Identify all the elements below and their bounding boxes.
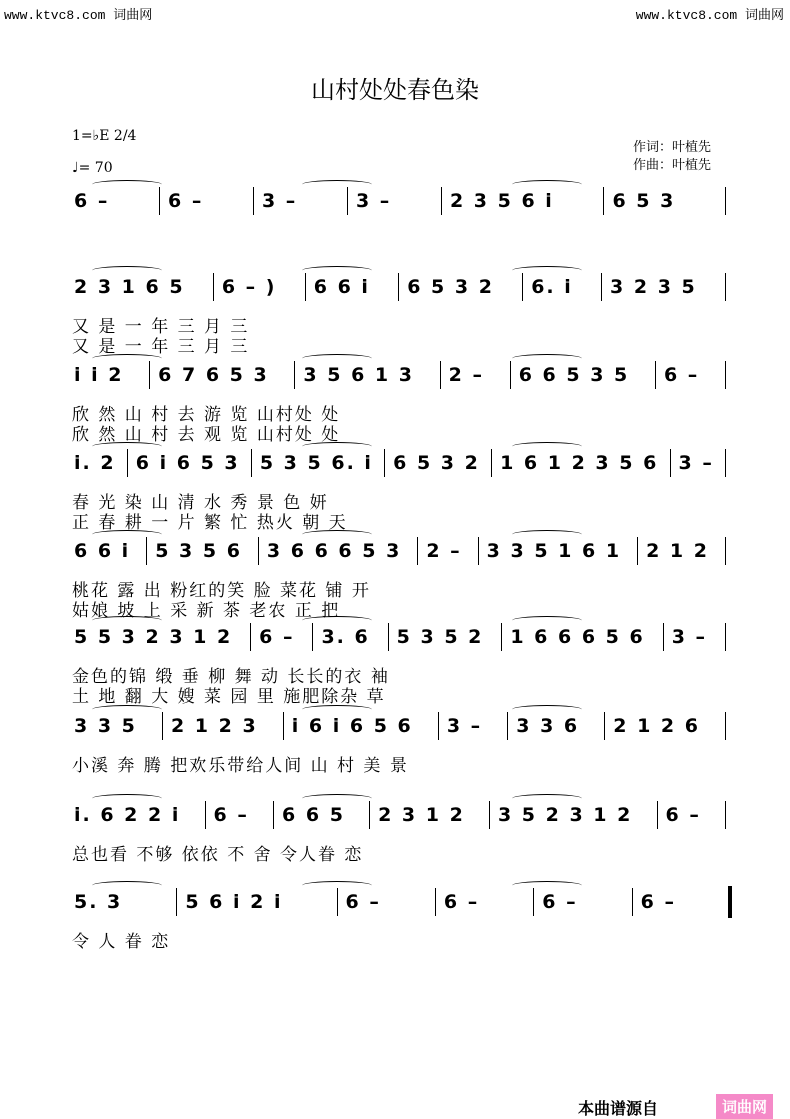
slur	[302, 881, 372, 890]
measure: 3 –	[261, 190, 298, 212]
watermark-left: www.ktvc8.com 词曲网	[4, 8, 153, 23]
slur	[302, 794, 372, 803]
key-signature: 1=♭E 2/4	[72, 128, 137, 144]
measure: 6 5 3	[612, 190, 676, 212]
measure: 6 7 6 5 3	[158, 364, 269, 386]
measure: 6 –	[443, 891, 480, 913]
barline	[491, 449, 492, 477]
score-row	[72, 711, 732, 741]
notation-line	[72, 186, 732, 216]
slur	[92, 442, 162, 451]
page-title: 山村处处春色染	[311, 76, 479, 104]
tempo-marking: ♩= 70	[72, 160, 113, 176]
measure: 6 5 3 2	[407, 276, 494, 298]
score-row	[72, 622, 732, 652]
slur	[512, 180, 582, 189]
barline	[725, 273, 726, 301]
barline	[384, 449, 385, 477]
barline	[176, 888, 177, 916]
barline	[507, 712, 508, 740]
barline	[510, 361, 511, 389]
watermark-right: www.ktvc8.com 词曲网	[635, 8, 784, 23]
measure: 3 3 5 1 6 1	[486, 540, 622, 562]
measure: 2 1 2 6	[613, 715, 700, 737]
measure: 6 6 5	[282, 804, 345, 826]
lyric-line: 总也看 不够 依依 不 舍 令人眷 恋	[72, 845, 364, 865]
lyric-line: 又 是 一 年 三 月 三	[72, 337, 250, 357]
barline	[441, 187, 442, 215]
slur	[302, 705, 372, 714]
barline	[435, 888, 436, 916]
barline	[478, 537, 479, 565]
measure: 3 –	[355, 190, 392, 212]
slur	[512, 705, 582, 714]
measure: 3 5 2 3 1 2	[497, 804, 633, 826]
slur	[302, 442, 372, 451]
slur	[512, 530, 582, 539]
barline	[369, 801, 370, 829]
slur	[302, 530, 372, 539]
barline	[347, 187, 348, 215]
slur	[92, 705, 162, 714]
barline	[294, 361, 295, 389]
measure: 3 6 6 6 5 3	[266, 540, 402, 562]
barline	[522, 273, 523, 301]
site-logo: 词曲网	[716, 1094, 773, 1119]
measure: 6 –	[213, 804, 249, 826]
barline	[725, 361, 726, 389]
notation-line	[72, 622, 732, 652]
barline	[398, 273, 399, 301]
barline	[250, 623, 251, 651]
final-barline	[728, 886, 732, 918]
slur	[92, 530, 162, 539]
slur	[92, 180, 162, 189]
barline	[663, 623, 664, 651]
score-row	[72, 800, 732, 830]
score-row	[72, 536, 732, 566]
barline	[149, 361, 150, 389]
score-row	[72, 186, 732, 216]
measure: 6 –	[345, 891, 381, 913]
lyric-line: 欣 然 山 村 去 观 览 山村处 处	[72, 425, 341, 445]
measure: 5 3 5 6. i	[259, 452, 373, 474]
source-text: 本曲谱源自	[578, 1099, 659, 1118]
measure: 5 3 5 2	[396, 626, 484, 648]
barline	[601, 273, 602, 301]
slur	[512, 881, 582, 890]
slur	[512, 794, 582, 803]
measure: 6 5 3 2	[393, 452, 480, 474]
lyric-line: 正 春 耕 一 片 繁 忙 热火 朝 天	[72, 513, 348, 533]
measure: 6 –	[663, 364, 700, 386]
barline	[273, 801, 274, 829]
barline	[501, 623, 502, 651]
barline	[440, 361, 441, 389]
measure: 6. i	[531, 276, 573, 298]
slur	[512, 354, 582, 363]
measure: 5. 3	[74, 891, 123, 913]
barline	[725, 537, 726, 565]
barline	[146, 537, 147, 565]
measure: 6 –	[74, 190, 110, 212]
barline	[489, 801, 490, 829]
measure: 5 5 3 2 3 1 2	[74, 626, 233, 648]
score-row	[72, 360, 732, 390]
notation-line	[72, 887, 732, 917]
barline	[388, 623, 389, 651]
lyric-line: 桃花 露 出 粉红的笑 脸 菜花 铺 开	[72, 581, 371, 601]
notation-line	[72, 272, 732, 302]
barline	[312, 623, 313, 651]
lyric-line: 令 人 眷 恋	[72, 932, 171, 952]
measure: 3 –	[671, 626, 708, 648]
barline	[725, 801, 726, 829]
measure: 6 – )	[221, 276, 277, 298]
slur	[92, 354, 162, 363]
measure: 3. 6	[321, 626, 370, 648]
measure: 1 6 1 2 3 5 6	[500, 452, 659, 474]
slur	[302, 266, 372, 275]
slur	[92, 881, 162, 890]
barline	[205, 801, 206, 829]
measure: 6 –	[640, 891, 676, 913]
barline	[213, 273, 214, 301]
measure: 2 3 1 6 5	[74, 276, 185, 298]
measure: 3 2 3 5	[610, 276, 697, 298]
measure: 3 3 6	[516, 715, 580, 737]
measure: 2 1 2 3	[170, 715, 258, 737]
measure: 2 –	[426, 540, 462, 562]
measure: 2 3 1 2	[378, 804, 465, 826]
slur	[302, 616, 372, 625]
slur	[92, 616, 162, 625]
measure: 1 6 6 6 5 6	[510, 626, 645, 648]
measure: 3 –	[678, 452, 714, 474]
score-row	[72, 272, 732, 302]
lyric-line: 小溪 奔 腾 把欢乐带给人间 山 村 美 景	[72, 756, 409, 776]
barline	[253, 187, 254, 215]
lyric-line: 姑娘 坡 上 采 新 茶 老农 正 把	[72, 601, 341, 621]
barline	[655, 361, 656, 389]
notation-line	[72, 536, 732, 566]
barline	[604, 712, 605, 740]
barline	[637, 537, 638, 565]
measure: i. 6 2 2 i	[74, 804, 181, 826]
measure: 6 6 5 3 5	[518, 364, 630, 386]
composer-credit: 作曲：叶植先	[633, 158, 712, 173]
barline	[162, 712, 163, 740]
barline	[159, 187, 160, 215]
measure: 6 –	[665, 804, 701, 826]
lyricist-credit: 作词：叶植先	[633, 140, 712, 155]
barline	[438, 712, 439, 740]
slur	[92, 794, 162, 803]
measure: 5 6 i 2 i	[185, 891, 283, 913]
barline	[305, 273, 306, 301]
measure: 6 6 i	[74, 540, 131, 562]
barline	[283, 712, 284, 740]
lyric-line: 金色的锦 缎 垂 柳 舞 动 长长的衣 袖	[72, 667, 390, 687]
measure: i 6 i 6 5 6	[291, 715, 413, 737]
slur	[302, 180, 372, 189]
slur	[302, 354, 372, 363]
measure: 2 3 5 6 i	[449, 190, 554, 212]
lyric-line: 欣 然 山 村 去 游 览 山村处 处	[72, 405, 341, 425]
barline	[533, 888, 534, 916]
measure: 2 1 2	[646, 540, 709, 562]
notation-line	[72, 800, 732, 830]
score-row	[72, 448, 732, 478]
barline	[670, 449, 671, 477]
barline	[725, 712, 726, 740]
measure: 5 3 5 6	[155, 540, 242, 562]
slur	[512, 266, 582, 275]
measure: i i 2	[74, 364, 124, 386]
measure: 3 –	[446, 715, 483, 737]
notation-line	[72, 360, 732, 390]
measure: 6 6 i	[313, 276, 370, 298]
barline	[251, 449, 252, 477]
measure: 6 –	[167, 190, 204, 212]
score-row	[72, 887, 732, 917]
barline	[258, 537, 259, 565]
lyric-line: 春 光 染 山 清 水 秀 景 色 妍	[72, 493, 329, 513]
barline	[337, 888, 338, 916]
barline	[127, 449, 128, 477]
measure: 6 –	[542, 891, 578, 913]
lyric-line: 土 地 翻 大 嫂 菜 园 里 施肥除杂 草	[72, 687, 386, 707]
lyric-line: 又 是 一 年 三 月 三	[72, 317, 250, 337]
measure: 3 3 5	[74, 715, 137, 737]
measure: 2 –	[448, 364, 485, 386]
barline	[632, 888, 633, 916]
barline	[603, 187, 604, 215]
barline	[657, 801, 658, 829]
barline	[417, 537, 418, 565]
notation-line	[72, 448, 732, 478]
slur	[512, 442, 582, 451]
slur	[512, 616, 582, 625]
measure: 6 i 6 5 3	[135, 452, 240, 474]
measure: 6 –	[259, 626, 295, 648]
measure: 3 5 6 1 3	[303, 364, 414, 386]
slur	[92, 266, 162, 275]
barline	[725, 623, 726, 651]
barline	[725, 449, 726, 477]
notation-line	[72, 711, 732, 741]
measure: i. 2	[74, 452, 116, 474]
barline	[725, 187, 726, 215]
